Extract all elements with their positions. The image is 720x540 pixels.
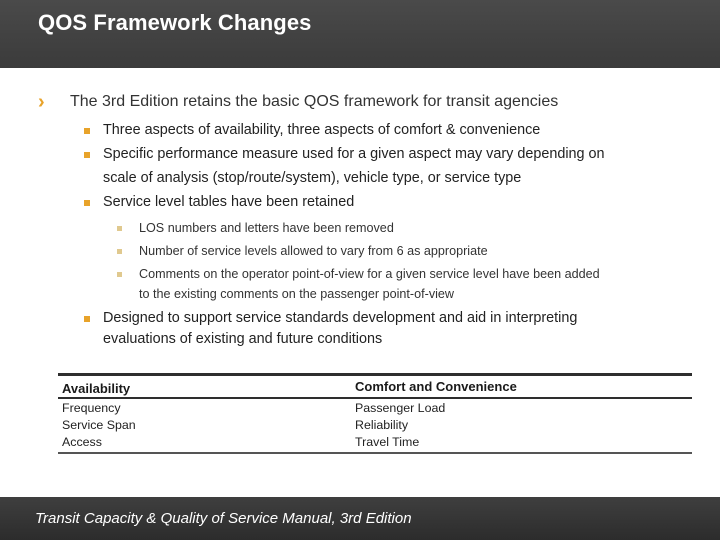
table-cell: Passenger Load (355, 401, 446, 415)
main-bullet: The 3rd Edition retains the basic QOS framework for transit agencies (70, 93, 559, 110)
sub-bullet: Specific performance measure used for a given aspect may vary depending on (103, 146, 605, 162)
sub-sub-bullet: Number of service levels allowed to vary from 6 as appropriate (139, 244, 488, 258)
sub-bullet: Three aspects of availability, three aspects of comfort & convenience (103, 122, 541, 138)
footer-text: Transit Capacity & Quality of Service Manual, 3rd Edition (35, 510, 412, 527)
table-cell: Frequency (62, 401, 121, 415)
small-square-bullet-icon (117, 272, 122, 277)
table-cell: Reliability (355, 418, 409, 432)
sub-sub-bullet: Comments on the operator point-of-view for a given service level have been added (139, 267, 600, 281)
square-bullet-icon (84, 316, 90, 322)
table-top-rule (58, 373, 692, 376)
table-cell: Travel Time (355, 435, 420, 449)
sub-sub-bullet-continuation: to the existing comments on the passenger point-of-view (139, 287, 455, 301)
chevron-bullet-icon: › (38, 91, 45, 113)
square-bullet-icon (84, 152, 90, 158)
sub-bullet-continuation: evaluations of existing and future conditions (103, 331, 383, 347)
table-header-availability: Availability (62, 381, 131, 396)
slide-title: QOS Framework Changes (38, 10, 312, 35)
table-header-comfort: Comfort and Convenience (355, 379, 517, 394)
table-cell: Service Span (62, 418, 136, 432)
square-bullet-icon (84, 128, 90, 134)
sub-bullet: Designed to support service standards development and aid in interpreting (103, 310, 578, 326)
table-header-rule (58, 397, 692, 399)
square-bullet-icon (84, 200, 90, 206)
sub-sub-bullet: LOS numbers and letters have been removed (139, 221, 394, 235)
small-square-bullet-icon (117, 249, 122, 254)
small-square-bullet-icon (117, 226, 122, 231)
footer-bar (0, 497, 720, 540)
table-cell: Access (62, 435, 102, 449)
sub-bullet-continuation: scale of analysis (stop/route/system), vehicle type, or service type (103, 170, 522, 186)
title-bar (0, 0, 720, 68)
table-bottom-rule (58, 452, 692, 454)
sub-bullet: Service level tables have been retained (103, 194, 355, 210)
